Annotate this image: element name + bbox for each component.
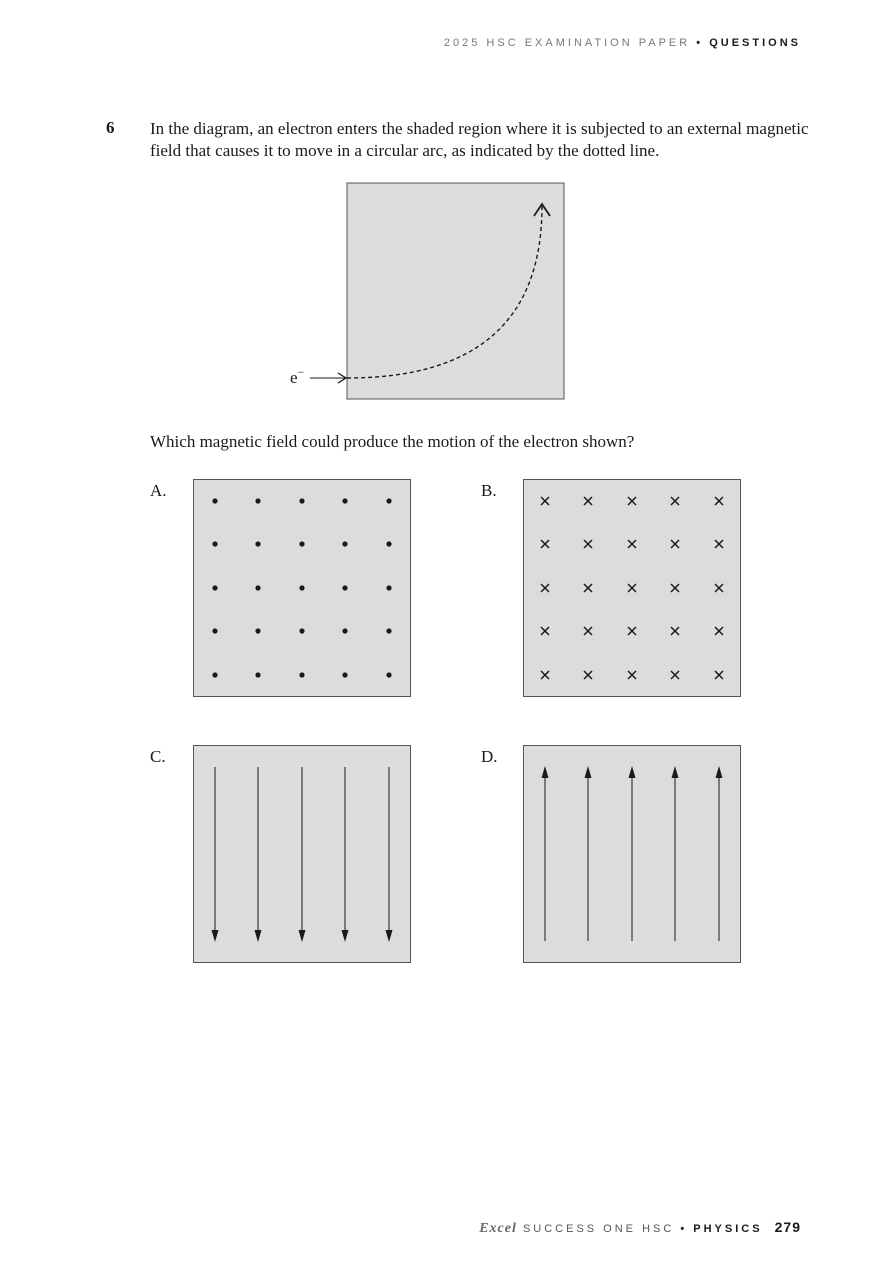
field-dot-0-3: [342, 498, 347, 503]
field-dot-3-3: [342, 628, 347, 633]
field-dot-1-2: [299, 541, 304, 546]
electron-path-diagram: [280, 180, 570, 404]
page-number: 279: [774, 1219, 801, 1235]
field-dot-2-4: [386, 585, 391, 590]
field-dot-1-3: [342, 541, 347, 546]
field-dot-4-3: [342, 672, 347, 677]
header-part: QUESTIONS: [709, 37, 801, 49]
field-dot-2-1: [255, 585, 260, 590]
option-a-label[interactable]: A.: [150, 481, 167, 500]
running-footer: [479, 1219, 801, 1237]
option-a-field-out-of-page[interactable]: [193, 479, 412, 698]
field-dot-0-4: [386, 498, 391, 503]
option-b-label[interactable]: B.: [481, 481, 497, 500]
field-dot-0-2: [299, 498, 304, 503]
option-d-label[interactable]: D.: [481, 747, 498, 766]
electron-label: e−: [290, 365, 305, 387]
option-c-field-downward[interactable]: [193, 745, 412, 964]
header-section: 2025 HSC EXAMINATION PAPER: [443, 37, 691, 49]
field-dot-4-1: [255, 672, 260, 677]
option-b-field-into-page[interactable]: [523, 479, 742, 698]
field-dot-1-0: [212, 541, 217, 546]
option-c-label[interactable]: C.: [150, 747, 166, 766]
shaded-field-region: [347, 183, 564, 399]
field-dot-3-4: [386, 628, 391, 633]
field-dot-2-0: [212, 585, 217, 590]
footer-subject: PHYSICS: [693, 1223, 763, 1235]
running-header: [444, 37, 801, 49]
question-text: In the diagram, an electron enters the shaded region where it is subjected to an external magnetic field that causes it to move in a circular arc, as indicated by the dotted line.: [150, 119, 809, 160]
footer-brand: Excel: [479, 1221, 517, 1236]
field-dot-3-1: [255, 628, 260, 633]
header-separator: •: [696, 37, 704, 49]
question-number: 6: [106, 118, 115, 137]
option-d-field-upward[interactable]: [523, 745, 742, 964]
field-dot-3-2: [299, 628, 304, 633]
field-dot-4-0: [212, 672, 217, 677]
field-dot-0-0: [212, 498, 217, 503]
field-dot-1-1: [255, 541, 260, 546]
field-dot-1-4: [386, 541, 391, 546]
field-dot-4-4: [386, 672, 391, 677]
field-dot-2-2: [299, 585, 304, 590]
footer-series: SUCCESS ONE HSC: [522, 1223, 675, 1235]
field-dot-2-3: [342, 585, 347, 590]
field-dot-3-0: [212, 628, 217, 633]
field-dot-0-1: [255, 498, 260, 503]
field-dot-4-2: [299, 672, 304, 677]
question-prompt: Which magnetic field could produce the motion of the electron shown?: [150, 432, 635, 451]
footer-separator: •: [680, 1223, 688, 1235]
